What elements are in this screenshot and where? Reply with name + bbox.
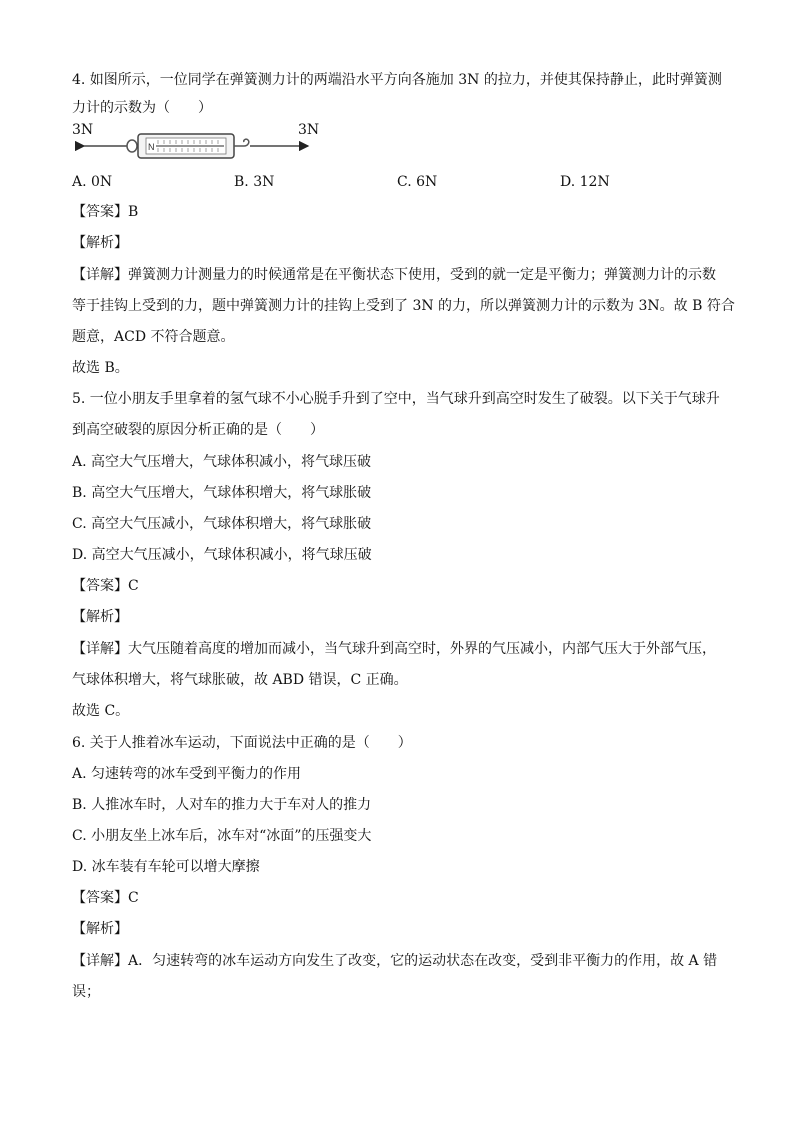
plate-letter: N bbox=[148, 142, 155, 152]
q4-conclusion: 故选 B。 bbox=[72, 360, 129, 376]
q5-detail-line1: 【详解】大气压随着高度的增加而减小，当气球升到高空时，外界的气压减小，内部气压大于外部气压， bbox=[72, 641, 716, 657]
q6-option-b: B. 人推冰车时，人对车的推力大于车对人的推力 bbox=[72, 797, 372, 813]
q6-detail-line1: 【详解】A．匀速转弯的冰车运动方向发生了改变，它的运动状态在改变，受到非平衡力的作用，故 A 错 bbox=[72, 953, 718, 969]
q4-option-d: D. 12N bbox=[560, 174, 610, 190]
q4-option-c: C. 6N bbox=[397, 174, 438, 190]
q4-option-a: A. 0N bbox=[72, 174, 113, 190]
q6-stem: 6. 关于人推着冰车运动，下面说法中正确的是（ ） bbox=[72, 735, 412, 751]
q5-answer: 【答案】C bbox=[72, 578, 139, 594]
q6-analysis-label: 【解析】 bbox=[72, 921, 128, 937]
q5-conclusion: 故选 C。 bbox=[72, 703, 130, 719]
q5-option-a: A. 高空大气压增大，气球体积减小，将气球压破 bbox=[72, 454, 372, 470]
q5-option-d: D. 高空大气压减小，气球体积减小，将气球压破 bbox=[72, 547, 372, 563]
q4-detail-line2: 等于挂钩上受到的力，题中弹簧测力计的挂钩上受到了 3N 的力，所以弹簧测力计的示数为 3N。故 B 符合 bbox=[72, 298, 735, 314]
q4-answer: 【答案】B bbox=[72, 204, 139, 220]
q5-analysis-label: 【解析】 bbox=[72, 609, 128, 625]
q5-stem-line2: 到高空破裂的原因分析正确的是（ ） bbox=[72, 422, 324, 438]
q5-detail-line2: 气球体积增大，将气球胀破，故 ABD 错误，C 正确。 bbox=[72, 672, 408, 688]
q6-answer: 【答案】C bbox=[72, 890, 139, 906]
q6-option-a: A. 匀速转弯的冰车受到平衡力的作用 bbox=[72, 766, 302, 782]
left-force-label: 3N bbox=[72, 122, 94, 138]
q5-stem-line1: 5. 一位小朋友手里拿着的氢气球不小心脱手升到了空中，当气球升到高空时发生了破裂。以下关于气球升 bbox=[72, 391, 720, 407]
spring-scale-figure bbox=[72, 122, 322, 164]
q6-option-d: D. 冰车装有车轮可以增大摩擦 bbox=[72, 859, 260, 875]
q5-option-b: B. 高空大气压增大，气球体积增大，将气球胀破 bbox=[72, 485, 372, 501]
q6-option-c: C. 小朋友坐上冰车后，冰车对“冰面”的压强变大 bbox=[72, 828, 372, 844]
q5-option-c: C. 高空大气压减小，气球体积增大，将气球胀破 bbox=[72, 516, 372, 532]
right-force-label: 3N bbox=[298, 122, 320, 138]
q4-detail-line3: 题意，ACD 不符合题意。 bbox=[72, 329, 235, 345]
q4-stem-line1: 4. 如图所示，一位同学在弹簧测力计的两端沿水平方向各施加 3N 的拉力，并使其保持静止，此时弹簧测 bbox=[72, 72, 722, 88]
spring-scale-icon bbox=[72, 122, 322, 164]
q6-detail-line2: 误； bbox=[72, 984, 100, 1000]
q4-option-b: B. 3N bbox=[234, 174, 275, 190]
q4-analysis-label: 【解析】 bbox=[72, 235, 128, 251]
q4-stem-line2: 力计的示数为（ ） bbox=[72, 100, 212, 116]
q4-detail-line1: 【详解】弹簧测力计测量力的时候通常是在平衡状态下使用，受到的就一定是平衡力；弹簧测力计的示数 bbox=[72, 267, 716, 283]
